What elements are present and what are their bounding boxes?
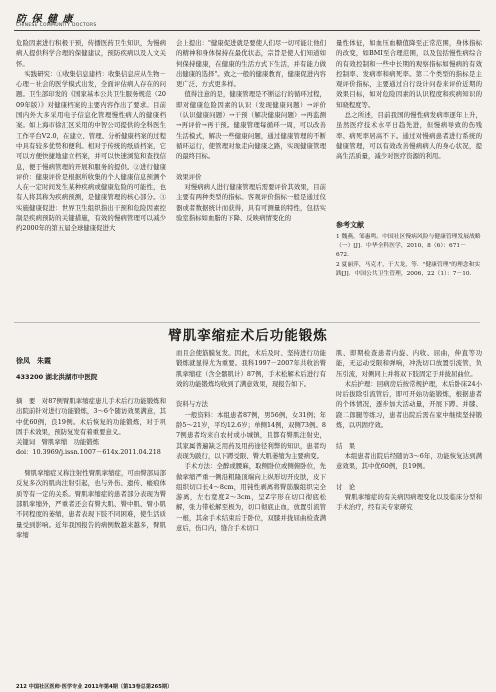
- conclusion-paragraph: 量性体征，如血压血糖值降至正常范围，身体指标的改变，如BMI至合理范围，以及包括慢性病综合的有效控制和一些中长期的观察指标如慢病的有效控制率、发病率和病死率。第二个类型的指标是主观评价指标，主要通过自行设计问卷来评价近期的效果目标，如对危险因素的认识程度和疾病知识的知晓程度等。 总之所述，目前我国的慢性病发病率逐年上升，虽然医疗技术水平日趋先进，但慢病导致的伤残率、病死率居高不下。通过对慢病患者进行系统的健康管理，可以有效改善慢病病人的身心状况，提高生活质量，减少对医疗资源的利用。: [336, 39, 482, 161]
- top-column-2: 会上提出："健康促进就是要使人们尽一切可能让他们的精神和身体保持在最优状态，宗旨是使人们知道如何保持健康，在健康的生活方式下生活，并有能力做出健康的选择"。致之一般的健康教育，健康促进内容更广泛、方式更多样。 值得注意的是，健康管理是不断运行的循环过程，即对健康危险因素的认识（发现健康问题）→评价（认识健康问题）→干预（解决健康问题）→再监测→再评价→再干预。健康管理每循环一周，可以改善生活模式，解决一些健康问题，通过健康管理的不断循环运行，使管理对象走向健康之路，实现健康管理的最终目标。 效果评价 对慢病病人进行健康管理后需要评价其效果，目前主要有两种类型的指标。客观评价指标一般是通过仪器或者数据统计而获得，具有可测量的特性，包括实验室指标如血脂的下降、反映病情变化的: [176, 39, 326, 223]
- article-authors: 徐凤 朱霞: [16, 357, 51, 365]
- article-column-3: 肌、即期检查患者内旋、内收、屈曲，伸直等功能，无运动受限和弹响，冲洗切口放置引流管，负压引流，对侧同上并将双下肢固定于并拢屈曲位。 术后护理：回病房后按常规护理，术后卧床24小时后拔除引流管后，即可开始功能锻炼，根据患者的个体情况，逐步加大活动量，开展下蹲、并膝、跷二郎腿等练习，患者出院后需在家中继续坚持锻炼，以巩固疗效。 结 果 本组患者出院后经随访3～6年，功能恢复达到满意效果，其中优60例，良19例。 讨 论 臂肌挛缩症的有关病因病理变化以及临床分型和手术治疗，经有关专家研究: [336, 349, 482, 512]
- header-rule: [14, 30, 480, 31]
- top-column-1: 危险因素进行积极干预，传播医药卫生知识，为慢病病人提供科学合理的保健建议，预防疾病以及人文关怀。 实践研究：①收集信息建档：收集信息应从生物－心理－社会的医学模式出发，全面评估病人存在的问题。卫生部印发的《国家基本公共卫生服务规范（2009年版）》对健康档案的主要内容作出了要求。目前国内外大多采用电子信息化管理慢性病人的健康档案。如上海市徐汇区采用的中智公司提供的全科医生工作平台V2.0，在建立、管理、分析健康档案的过程中具有较多优势和便利。相对于传统的纸质档案，它可以方便快捷地建立档案，并可以快速浏览和查找信息，便于慢病管理的开展和服务的提供。②进行健康评价：健康评价是根据所收集的个人健康信息预测个人在一定时间发生某种疾病或健康危险的可能性，也有人将其称为疾病预测，是健康管理的核心部分。③实施健康促进：世界卫生组织指出干预和危险因素控制是疾病预防的关键措施，有效的慢病管理可以减少约2000年的第五届全球健康促进大: [16, 39, 166, 233]
- article-title: 臂肌挛缩症术后功能锻炼: [168, 328, 328, 344]
- article-abstract-and-intro: 摘 要 对87例臂肌挛缩症患儿手术后行功能锻炼和出院前针对进行功能锻炼，3～6个随访效果满意，其中优60例，良19例。术后恢复的功能锻炼，对于巩固手术效果，预防复发有着重要意义。 关键词 臂肌挛缩 功能锻炼 doi：10.3969/j.issn.1007－614x.2011.04.218 臂肌挛缩症又称注射性臂肌挛缩症，可由臀部局部反复多次的肌肉注射引起，也与外伤、遗传、瘢痕体质等有一定的关系。臂肌挛缩症的患者部分表现为臀部肌挛缩外，严重者还会有臀大肌、臀中肌、臂小肌不同程度的萎缩，患者表现下肢不同困难，使生活质量受到影响。近年我国报告的病例数越来越多，臂肌挛缩: [16, 397, 166, 539]
- article-column-2: 而且会使筋膜复发。因此，术后及时、坚持进行功能锻炼就显得尤为重要。我科1997－2007年共收治臀肌挛缩症（含全髂肌计）87例，手术松解术后进行有效的功能锻炼均收到了满意效果，现报告如下。 资料与方法 一般资料：本组患者87例，男56例，女31例；年龄5～21岁，平均12.6岁；单侧14例，双侧73例。87例患者均来自农村或小城镇，且都有臀肌注射史，其家属普遍缺乏用药及用药途径利弊的知识，患者均表现为跛行，以下蹲受限、臀大肌萎缩为主要病变。 手术方法：全醉或腰麻，取侧卧位或侧俯卧位，先做挛缩严重一侧沿粗隆顶端向上纵形切开皮肤，皮下组织切口长4～8cm，用钝性剥离将臀筋膜组织完全游离，左右宽度2～3cm，呈Z字形在切口彻底松解，张力带松解至极为，切口彻底止血，放置引流管一根，其余手术结束后于卧位，双膝并拢屈曲检查满意后，伤口内，缝合手术切口: [176, 349, 326, 533]
- article-affiliation: 433200 湖北洪湖市中医院: [16, 373, 98, 381]
- section-divider: [14, 322, 480, 323]
- references-heading: 参考文献: [336, 221, 364, 229]
- reference-1: 1 魏燕，邹惠鸣。中国社区慢病风险与健康管理发展战略（一）[J]．中华全科医学，2010，8（6）：671－672．: [336, 234, 481, 258]
- top-column-3: [336, 38, 482, 320]
- reference-2: 2 夏丽萍，马克才，于大龙，等．"健康管理"的理念和实践[J]．中国公共卫生管理，2006，22（1）：7－10．: [336, 262, 481, 278]
- journal-section-title: 防 保 健 康: [16, 14, 74, 25]
- page-footer: 212 中国社区医师·医学专业 2011年第4期（第13卷总第265期）: [16, 684, 173, 690]
- journal-section-subtitle: CHINESE COMMUNITY DOCTORS: [16, 23, 97, 28]
